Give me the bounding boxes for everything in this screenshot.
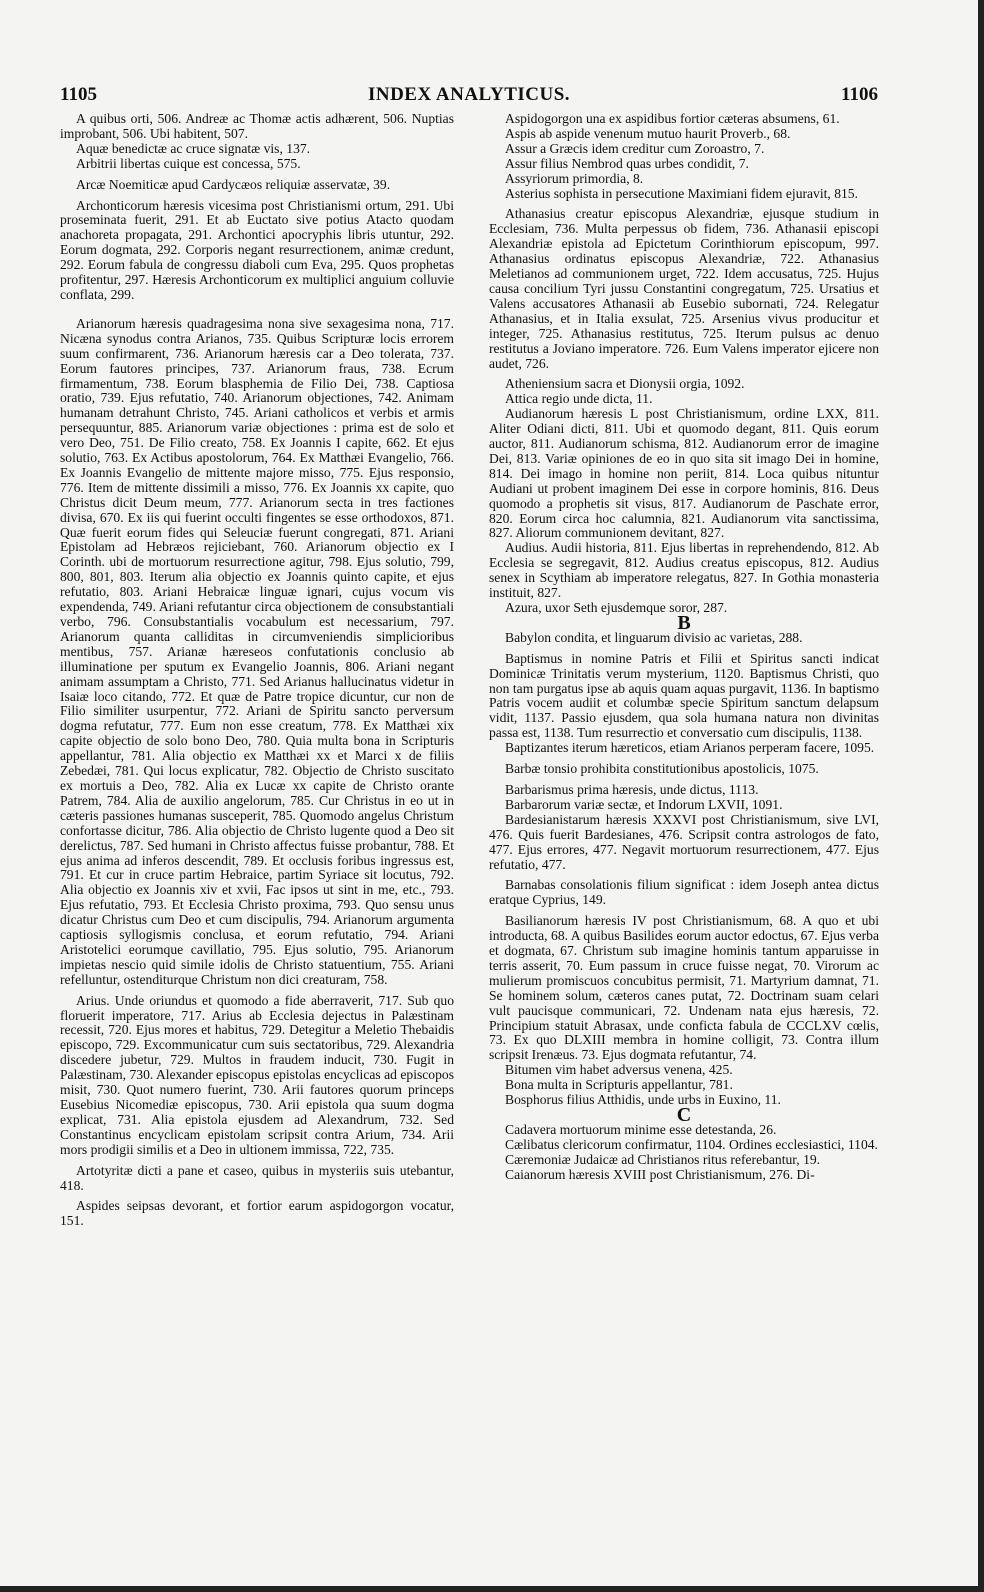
left-column	[60, 112, 454, 1229]
index-entry: Assyriorum primordia, 8.	[505, 170, 644, 186]
index-entry: Attica regio unde dicta, 11.	[505, 391, 653, 407]
index-entry: Assur filius Nembrod quas urbes condidit, 7.	[505, 155, 749, 171]
section-letter: B	[677, 611, 691, 634]
index-entry: Aspidogorgon una ex aspidibus fortior cæteras absumens, 61.	[505, 111, 840, 126]
index-entry: Audianorum hæresis L post Christianismum, ordine LXX, 811. Aliter Odiani dicti, 811. Ubi et quomodo degant, 811. Quis eorum auctor, 811. Audianorum schisma, 812. Audianorum error de imagine Dei, 813. Variæ opiniones de eo in quo sita sit imago Dei in homine, 814. Dei imago in homine non periit, 814. Loca quibus nituntur Audiani ut probent imaginem Dei esse in corpore hominis, 816. Deus quomodo a prophetis sit visus, 817. Audianorum de Paschate error, 820. Eorum circa hoc calumnia, 821. Audianorum vita sanctissima, 827. Aliorum communionem devitant, 827.	[489, 406, 879, 541]
index-entry: Asterius sophista in persecutione Maximiani fidem ejuravit, 815.	[505, 185, 858, 201]
index-entry: Cælibatus clericorum confirmatur, 1104. Ordines ecclesiastici, 1104.	[505, 1136, 878, 1152]
page-number-left: 1105	[60, 84, 97, 105]
index-entry: Arbitrii libertas cuique est concessa, 575.	[76, 155, 301, 171]
index-entry: Cadavera mortuorum minime esse detestanda, 26.	[505, 1121, 777, 1137]
index-entry: Barbæ tonsio prohibita constitutionibus apostolicis, 1075.	[505, 761, 819, 777]
index-entry: Babylon condita, et linguarum divisio ac varietas, 288.	[505, 629, 803, 645]
index-entry: Atheniensium sacra et Dionysii orgia, 1092.	[505, 376, 745, 392]
index-entry: Audius. Audii historia, 811. Ejus libertas in reprehendendo, 812. Ab Ecclesia se segregavit, 812. Audius creatus episcopus, 812. Audius senex in Scythiam ab imperatore relegatus, 827. In Gothia monasteria instituit, 827.	[489, 540, 879, 601]
index-entry: Aspides seipsas devorant, et fortior earum aspidogorgon vocatur, 151.	[60, 1198, 454, 1229]
page-number-right: 1106	[841, 84, 878, 105]
index-entry: Archonticorum hæresis vicesima post Christianismi ortum, 291. Ubi proseminata fuerit, 291. Et ab Euctato sive potius Atacto quodam anachoreta propagata, 291. Archontici apocryphis libris utuntur, 292. Eorum dogmata, 292. Corporis negant resurrectionem, animæ credunt, 292. Eorum fabula de congressu diaboli cum Eva, 295. Quos prophetas profitentur, 297. Hæresis Archonticorum ex multiplici anguium colluvie conflata, 299.	[60, 197, 454, 302]
index-entry: Arius. Unde oriundus et quomodo a fide aberraverit, 717. Sub quo floruerit imperatore, 717. Arius ab Ecclesia dejectus in Palæstinam recessit, 720. Ejus mores et habitus, 729. Detegitur a Meletio Thebaidis episcopo, 729. Excommunicatur cum suis sectatoribus, 729. Alexandria discedere jubetur, 729. Multos in fraudem inducit, 730. Fugit in Palæstinam, 730. Alexander episcopus epistolas encyclicas ad episcopos misit, 730. Quot numero fuerint, 730. Arii fautores quorum princeps Eusebius Nicomediæ episcopus, 730. Arii epistola qua suum dogma explicat, 731. Alia epistola ejusdem ad Alexandrum, 732. Sed Constantinus encyclicam epistolam scripsit contra Arium, 734. Arii mors prodigii similis et a Deo in ultionem immissa, 722, 735.	[60, 992, 454, 1157]
index-entry: A quibus orti, 506. Andreæ ac Thomæ actis adhærent, 506. Nuptias improbant, 506. Ubi habitent, 507.	[60, 111, 454, 141]
page-header	[60, 84, 878, 108]
index-entry: Baptismus in nomine Patris et Filii et Spiritus sancti indicat Dominicæ Trinitatis verum mysterium, 1120. Baptismus Christi, quo non tam purgatus ipse ab aquis quam aquas purgavit, 1136. In baptismo Patris vocem audiit et columbæ specie Spiritum sanctum delapsum vidit, 1137. Passio ejusdem, qua sola humana natura non divinitas passa est, 1138. Tum resurrectio et conversatio cum discipulis, 1138.	[489, 650, 879, 741]
index-entry: Bardesianistarum hæresis XXXVI post Christianismum, sive LVI, 476. Quis fuerit Bardesianes, 476. Scripsit contra astrologos de fato, 477. Ejus errores, 477. Negavit mortuorum resurrectionem, 477. Ejus refutatio, 477.	[489, 811, 879, 872]
scan-edge-right	[978, 0, 984, 1592]
index-entry: Assur a Græcis idem creditur cum Zoroastro, 7.	[505, 140, 765, 156]
right-column	[489, 112, 879, 1183]
index-entry: Bona multa in Scripturis appellantur, 781.	[505, 1077, 733, 1093]
scan-edge-bottom	[0, 1586, 984, 1592]
section-letter: C	[676, 1104, 692, 1126]
index-entry: Caianorum hæresis XVIII post Christianismum, 276. Di-	[505, 1166, 815, 1182]
index-entry: Artotyritæ dicti a pane et caseo, quibus in mysteriis suis utebantur, 418.	[60, 1162, 454, 1193]
index-entry: Bosphorus filius Atthidis, unde urbs in Euxino, 11.	[505, 1092, 781, 1108]
index-entry: Bitumen vim habet adversus venena, 425.	[505, 1062, 733, 1078]
index-entry: Basilianorum hæresis IV post Christianismum, 68. A quo et ubi introducta, 68. A quibus Basilides eorum auctor edoctus, 67. Ejus verba et dogmata, 67. Christum sub imagine hominis tantum apparuisse in terris asserit, 70. Eum passum in cruce fuisse negat, 70. Virorum ac mulierum promiscuos concubitus permisit, 71. Martyrium damnat, 71. Se hominem solum, cæteros canes putat, 72. Doctrinam suam celari vult paucisque communicari, 72. Undenam nata ejus hæresis, 72. Principium statuit Abrasax, unde conficta fabula de CCCLXV cœlis, 73. Ex quo DLXIII membra in homine colligit, 73. Contra illum scripsit Irenæus. 73. Ejus dogmata refutantur, 74.	[489, 913, 879, 1063]
index-entry: Athanasius creatur episcopus Alexandriæ, ejusque studium in Ecclesiam, 736. Multa perpessus ob fidem, 736. Athanasii episcopi Alexandriæ epistola ad Epictetum Corinthiorum episcopum, 997. Athanasius ordinatus episcopus Alexandriæ, 722. Athanasius Meletianos ad communionem urget, 722. Idem accusatus, 725. Hujus causa concilium Tyri jussu Constantini congregatum, 725. Ursatius et Valens accusatores Athanasii ab Eusebio subornati, 724. Relegatur Athanasius, et in Italia exsulat, 725. Arsenius vivus producitur et integer, 725. Athanasius restitutus, 725. Iterum pulsus ac denuo restitutus a Joviano imperatore. 726. Eum Valens imperator ejicere non audet, 726.	[489, 206, 879, 371]
index-entry: Barbarorum variæ sectæ, et Indorum LXVII, 1091.	[505, 796, 783, 812]
index-entry: Arianorum hæresis quadragesima nona sive sexagesima nona, 717. Nicæna synodus contra Arianos, 735. Quibus Scripturæ locis errorem suum confirmarent, 736. Arianorum hæresis car a Deo tolerata, 737. Eorum fautores principes, 737. Arianorum fraus, 738. Ecrum firmamentum, 738. Eorum blasphemia de Filio Dei, 738. Captiosa oratio, 739. Ejus refutatio, 740. Arianorum objectiones, 742. Animam humanam detrahunt Christo, 745. Ariani catholicos et verbis et armis persequuntur, 885. Arianorum variæ objectiones : prima est de solo et vero Deo, 751. De Filio creato, 758. Ex Joannis I capite, 662. Et ejus solutio, 763. Ex Actibus apostolorum, 764. Ex Matthæi Evangelio, 766. Ex Joannis Evangelio de mittente majore misso, 775. Ejus responsio, 776. Item de mittente dissimili a misso, 776. Ex Joannis xx capite, quo Christus dicit Deum meum, 777. Arianorum secta in tres factiones divisa, 670. Ex iis qui fuerint occulti fingentes se esse orthodoxos, 871. Quæ fuerit eorum fides qui Seleuciæ fuerunt congregati, 871. Ariani Epistolam ad Hebræos rejiciebant, 760. Arianorum objectio ex I Corinth. ubi de mortuorum resurrectione agitur, 798. Ejus solutio, 799, 800, 801, 803. Iterum alia objectio ex Joannis quinto capite, et ejus refutatio, 803. Ariani Hebraicæ linguæ ignari, cujus vocum vis expendenda, 749. Ariani refutantur circa objectionem de consubstantiali verbo, 796. Consubstantialis vocabulum est necessarium, 797. Arianorum quanta calliditas in circumveniendis simplicioribus mentibus, 757. Arianæ hæreseos confutationis conclusio ab illuminatione per sputum ex Evangelio Joannis, 806. Ariani negant animam assumptam a Christo, 771. Sed Arianus hallucinatus videtur in Isaiæ loco citando, 772. Et quæ de Patre tropice dicuntur, cur non de Filio similiter usurpentur, 772. Ariani de Spiritu sancto perversum dogma refutatur, 777. Eum non esse creatum, 778. Ex Matthæi xix capite objectio de solo bono Deo, 780. Quia multa bona in Scripturis appellantur, 781. Alia objectio ex Matthæi xx et Marci x de filiis Zebedæi, 781. Qui locus explicatur, 782. Objectio de Christo suscitato ex mortuis a Deo, 782. Alia ex Lucæ xx capite de Christo orante Patrem, 784. Alia de auxilio angelorum, 785. Cur Christus in eo ut in cæteris passiones humanas susceperit, 785. Quomodo angelus Christum confortasse dicitur, 786. Alia objectio de Christo lugente quod a Deo sit derelictus, 787. Sed humani in Christo affectus fuisse probantur, 788. Et ejus anima ad inferos descendit, 789. Et occlusis foribus ingressus est, 791. Et cur in cruce partim Hebraice, partim Syriace sit locutus, 792. Alia objectio ex Joannis xiv et xvii, Fac ipsos ut sint in me, etc., 793. Ejus refutatio, 793. Et Ecclesia Christo proxima, 793. Quo sensu unus dicatur Christus cum Deo et cum discipulis, 794. Arianorum argumenta captiosis syllogismis conclusa, et eorum refutatio, 794. Ariani Aristotelici eorumque cavillatio, 795. Ejus solutio, 795. Arianorum impietas nescio quid simile idolis de Christo statuentium, 755. Ariani refelluntur, ostenditurque Christum non dici creaturam, 758.	[60, 315, 454, 987]
index-entry: Barnabas consolationis filium significat : idem Joseph antea dictus eratque Cyprius, 149.	[489, 877, 879, 908]
page-title: INDEX ANALYTICUS.	[367, 84, 571, 105]
index-entry: Barbarismus prima hæresis, unde dictus, 1113.	[505, 781, 759, 797]
index-entry: Aspis ab aspide venenum mutuo haurit Proverb., 68.	[505, 125, 791, 141]
index-entry: Azura, uxor Seth ejusdemque soror, 287.	[505, 600, 728, 615]
index-entry: Cæremoniæ Judaicæ ad Christianos ritus referebantur, 19.	[505, 1151, 821, 1167]
index-entry: Aquæ benedictæ ac cruce signatæ vis, 137.	[76, 140, 311, 156]
index-entry: Baptizantes iterum hæreticos, etiam Arianos perperam facere, 1095.	[505, 740, 875, 756]
index-entry: Arcæ Noemiticæ apud Cardycæos reliquiæ asservatæ, 39.	[76, 176, 391, 192]
